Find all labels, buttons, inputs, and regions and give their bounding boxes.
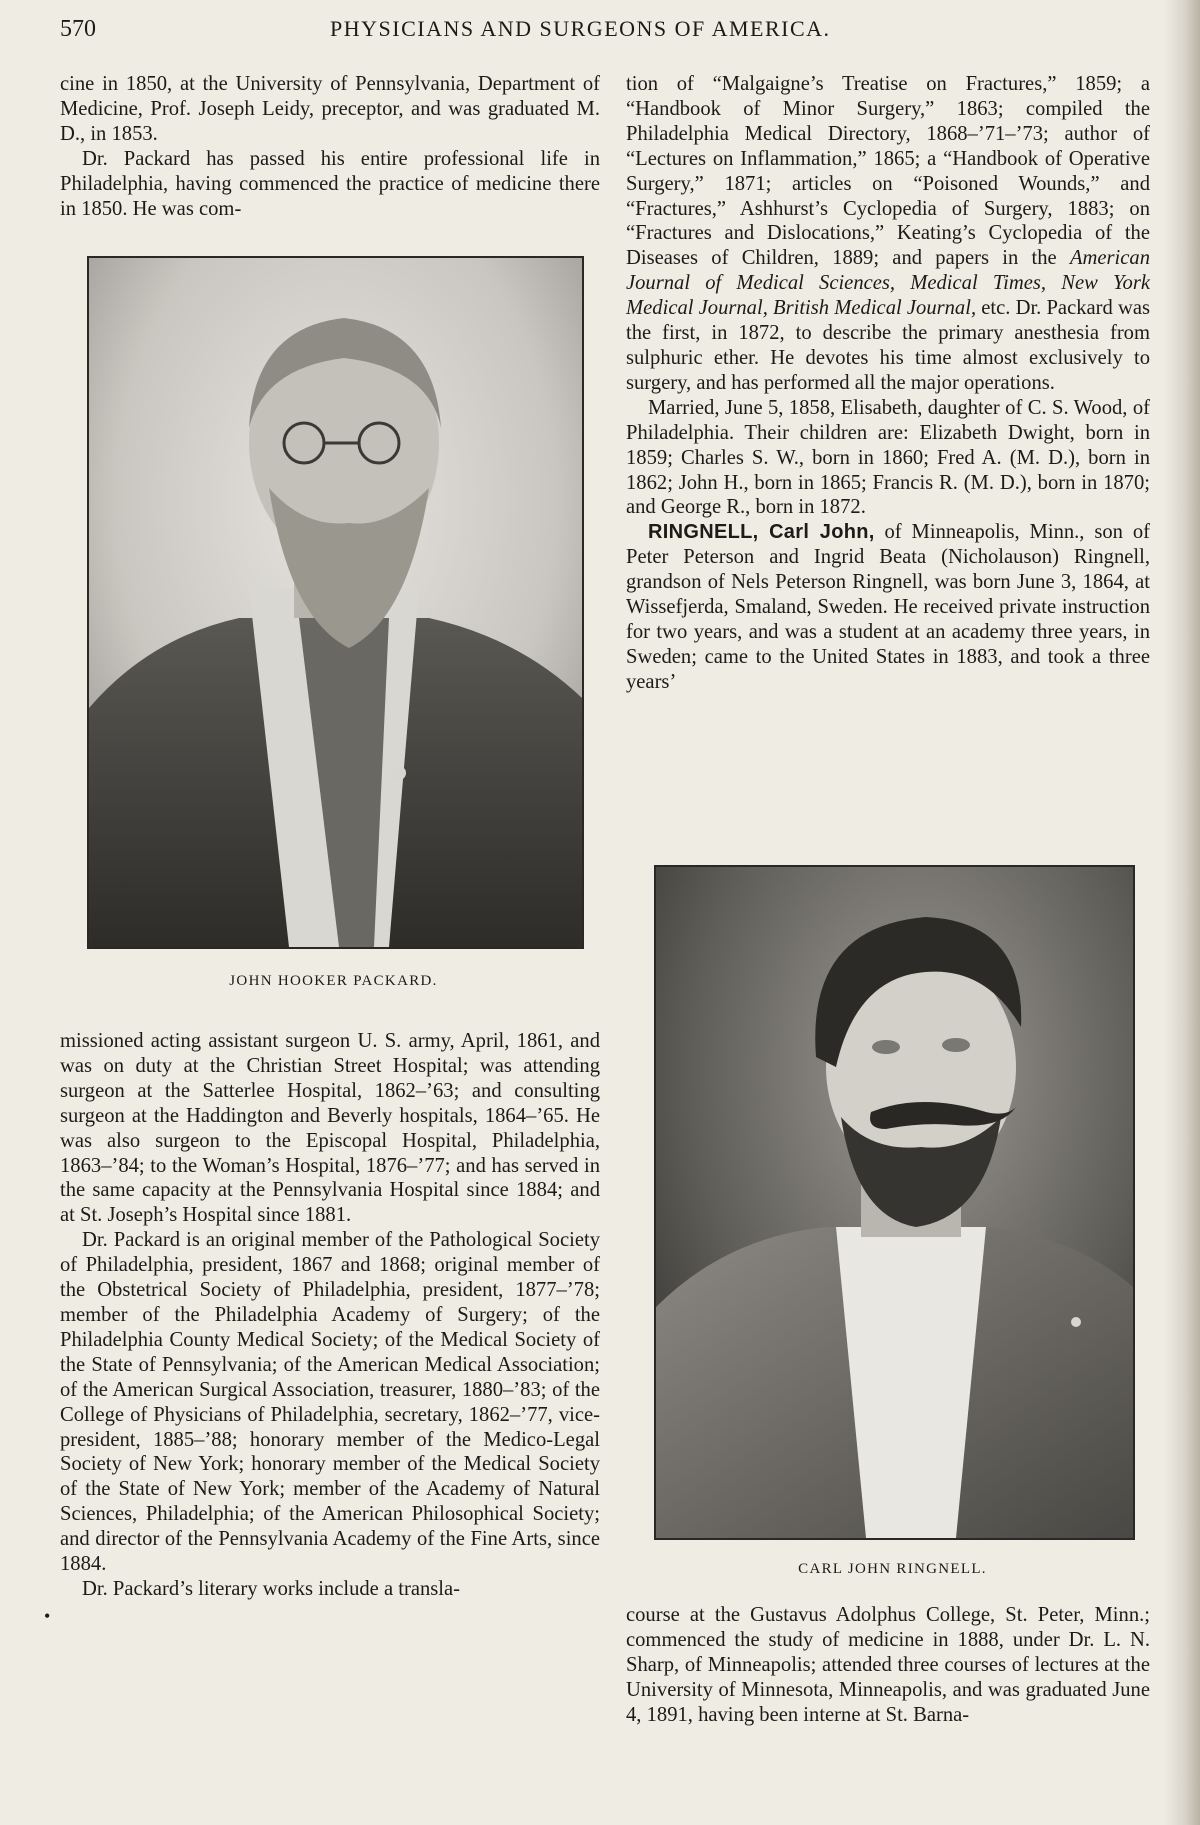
portrait-carl-john-ringnell (654, 865, 1135, 1540)
portrait-john-hooker-packard (87, 256, 584, 949)
portrait-caption: CARL JOHN RINGNELL. (798, 1561, 987, 1577)
text-run: etc. Dr. Packard was the first, in 1872, to describe the primary anesthesia from sulphuric ether. He devotes his time almost exclusively to surgery, and has performed all the major operations. (626, 297, 1150, 394)
page-edge-shadow (1164, 0, 1200, 1825)
portrait-image (656, 867, 1133, 1538)
text-run: tion of “Malgaigne’s Treatise on Fractures,” 1859; a “Handbook of Minor Surgery,” 1863; compiled the Philadelphia Medical Directory, 1868–’71–’73; author of “Lectures on Inflammation,” 1865; a “Handbook of Operative Surgery,” 1871; articles on “Poisoned Wounds,” and “Fractures,” Ashhurst’s Cyclopedia of Surgery, 1883; on “Fractures and Dislocations,” Keating’s Cyclopedia of the Diseases of Children, 1889; and papers in the (626, 73, 1150, 270)
paragraph: Dr. Packard’s literary works include a transla- (82, 1577, 460, 1600)
margin-mark: • (44, 1606, 51, 1626)
running-head (60, 12, 1150, 48)
page-title: PHYSICIANS AND SURGEONS OF AMERICA. (330, 16, 831, 41)
right-column-bottom (626, 1603, 1150, 1728)
portrait-image (89, 258, 582, 947)
paragraph (626, 72, 1150, 396)
paragraph: Married, June 5, 1858, Elisabeth, daughter of C. S. Wood, of Philadelphia. Their children are: Elizabeth Dwight, born in 1859; Charles S. W., born in 1860; Fred A. (M. D.), born in 1862; John H., born in 1865; Francis R. (M. D.), born in 1870; and George R., born in 1872. (626, 396, 1150, 519)
paragraph: cine in 1850, at the University of Pennsylvania, Department of Medicine, Prof. Joseph Leidy, preceptor, and was graduated M. D., in 1853. (60, 73, 600, 145)
left-column-bottom (60, 1029, 600, 1602)
paragraph: Dr. Packard is an original member of the Pathological Society of Philadelphia, president, 1867 and 1868; original member of the Obstetrical Society of Philadelphia, president, 1877–’78; member of the Philadelphia Academy of Surgery; of the Philadelphia County Medical Society; of the Medical Society of the State of Pennsylvania; of the American Medical Association; of the American Surgical Association, treasurer, 1880–’83; of the College of Physicians of Philadelphia, secretary, 1862–’77, vice-president, 1885–’88; honorary member of the Medico-Legal Society of New York; honorary member of the Medical Society of the State of New York; member of the Academy of Natural Sciences, Philadelphia; of the American Philosophical Society; and director of the Pennsylvania Academy of the Fine Arts, since 1884. (60, 1229, 600, 1576)
paragraph (626, 520, 1150, 694)
italic-journal-titles: American Journal of Medical Sciences, Medical Times, New York Medical Journal, British Medical Journal, (626, 247, 1150, 320)
portrait-caption: JOHN HOOKER PACKARD. (229, 973, 438, 989)
right-column-top (626, 72, 1150, 695)
page-number: 570 (60, 16, 96, 42)
entry-name-heading: RINGNELL, Carl John, (648, 521, 875, 544)
text-run: of Minneapolis, Minn., son of Peter Peterson and Ingrid Beata (Nicholauson) Ringnell, grandson of Nels Peterson Ringnell, was born June 3, 1864, at Wissefjerda, Smaland, Sweden. He received private instruction for two years, and was a student at an academy three years, in Sweden; came to the United States in 1883, and took a three years’ (626, 521, 1150, 693)
paragraph: Dr. Packard has passed his entire professional life in Philadelphia, having commenced the practice of medicine there in 1850. He was com- (60, 147, 600, 220)
paragraph: missioned acting assistant surgeon U. S. army, April, 1861, and was on duty at the Christian Street Hospital; was attending surgeon at the Satterlee Hospital, 1862–’63; and consulting surgeon at the Haddington and Beverly hospitals, 1864–’65. He was also surgeon to the Episcopal Hospital, Philadelphia, 1863–’84; to the Woman’s Hospital, 1876–’77; and has served in the same capacity at the Pennsylvania Hospital since 1884; and at St. Joseph’s Hospital since 1881. (60, 1030, 600, 1227)
paragraph: course at the Gustavus Adolphus College, St. Peter, Minn.; commenced the study of medicine in 1888, under Dr. L. N. Sharp, of Minneapolis; attended three courses of lectures at the University of Minnesota, Minneapolis, and was graduated June 4, 1891, having been interne at St. Barna- (626, 1604, 1150, 1726)
left-column-top (60, 72, 600, 221)
